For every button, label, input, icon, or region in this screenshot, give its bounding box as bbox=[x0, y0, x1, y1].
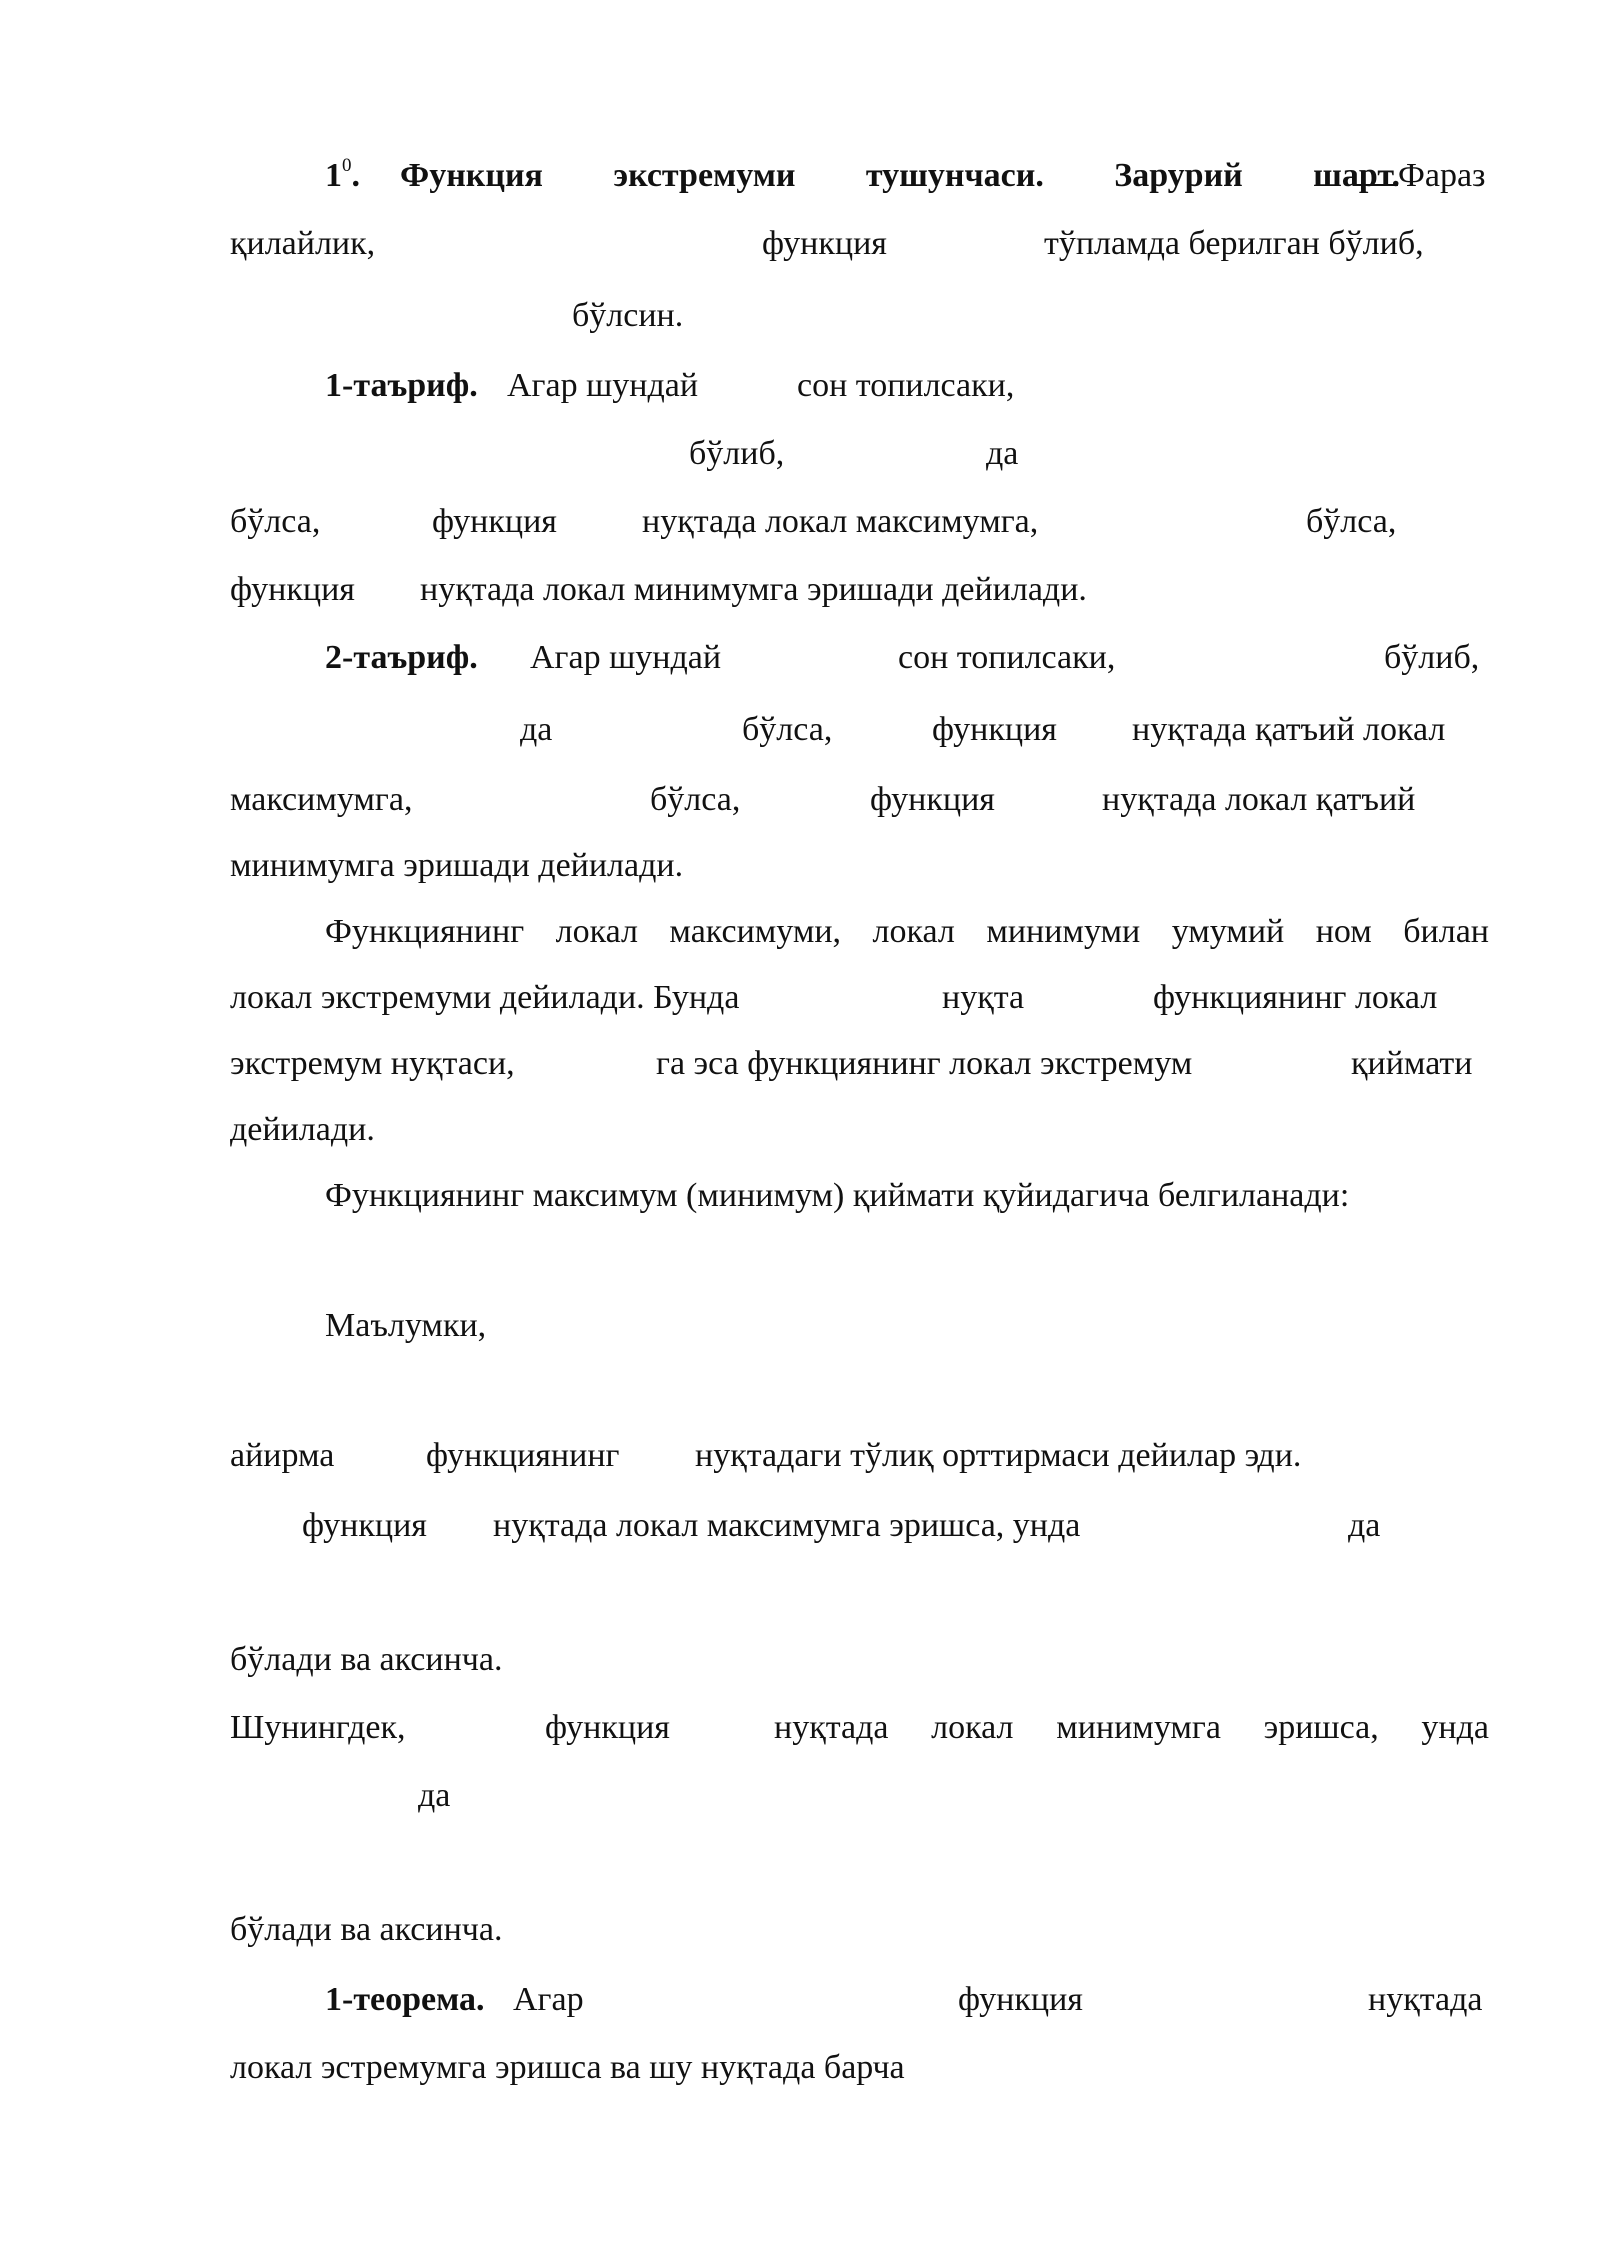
text-line: Функциянинг локал максимуми, локал минимуми умумий ном билан bbox=[325, 913, 1489, 950]
text-line: функциянинг bbox=[426, 1437, 620, 1474]
text-line: да bbox=[986, 435, 1019, 472]
text-line: бўлса, bbox=[230, 503, 321, 540]
text-line: нуқтада локал минимумга эришади дейилади. bbox=[420, 571, 1087, 608]
text-line: бўлсин. bbox=[572, 297, 684, 334]
text-line: да bbox=[418, 1777, 451, 1814]
text-line: нуқтада локал қатъий bbox=[1102, 781, 1416, 818]
text-line: функция bbox=[762, 225, 887, 262]
blank-underline bbox=[1356, 158, 1398, 186]
text-line: функция bbox=[545, 1709, 670, 1746]
text-line: Маълумки, bbox=[325, 1307, 487, 1344]
text-line: бўлса, bbox=[1306, 503, 1397, 540]
text-line: Шунингдек, bbox=[230, 1709, 406, 1746]
text-line: функция bbox=[958, 1981, 1083, 2018]
text-line: бўлса, bbox=[650, 781, 741, 818]
text-line: локал экстремуми дейилади. Бунда bbox=[230, 979, 740, 1016]
heading-dot: . bbox=[351, 157, 360, 194]
text-line: қилайлик, bbox=[230, 225, 376, 262]
heading-tail bbox=[1356, 156, 1485, 196]
heading-tail-text: Фараз bbox=[1398, 157, 1486, 194]
text-line: дейилади. bbox=[230, 1111, 375, 1148]
text-line: нуқтада локал максимумга эришса, унда bbox=[493, 1507, 1081, 1544]
text-line: функция bbox=[302, 1507, 427, 1544]
text-line: локал эстремумга эришса ва шу нуқтада барча bbox=[230, 2049, 905, 2086]
text-line: функция bbox=[870, 781, 995, 818]
text-line: нуқтадаги тўлиқ орттирмаси дейилар эди. bbox=[695, 1437, 1302, 1474]
text-line: функция bbox=[432, 503, 557, 540]
text-line: нуқтада bbox=[1368, 1981, 1483, 2018]
text-line: Агар шундай bbox=[530, 639, 722, 676]
text-line: га эса функциянинг локал экстремум bbox=[656, 1045, 1193, 1082]
text-line: сон топилсаки, bbox=[898, 639, 1116, 676]
text-line: бўлади ва аксинча. bbox=[230, 1911, 503, 1948]
text-line: айирма bbox=[230, 1437, 335, 1474]
text-line: нуқтада локал минимумга эришса, унда bbox=[774, 1709, 1489, 1746]
text-line: да bbox=[520, 711, 553, 748]
text-line: да bbox=[1348, 1507, 1381, 1544]
text-line: минимумга эришади дейилади. bbox=[230, 847, 684, 884]
text-line: сон топилсаки, bbox=[797, 367, 1015, 404]
text-line: нуқтада локал максимумга, bbox=[642, 503, 1039, 540]
text-line: Агар шундай bbox=[507, 367, 699, 404]
heading-title: Функция экстремуми тушунчаси. Зарурий шарт. bbox=[400, 157, 1400, 194]
text-line: бўлиб, bbox=[1384, 639, 1480, 676]
text-line: Агар bbox=[513, 1981, 584, 2018]
text-line: нуқтада қатъий локал bbox=[1132, 711, 1446, 748]
text-line: бўлади ва аксинча. bbox=[230, 1641, 503, 1678]
text-line: нуқта bbox=[942, 979, 1025, 1016]
text-line: функциянинг локал bbox=[1153, 979, 1438, 1016]
definition-2-label: 2-таъриф. bbox=[325, 639, 478, 676]
text-line: максимумга, bbox=[230, 781, 413, 818]
section-heading bbox=[325, 156, 360, 196]
text-line: функция bbox=[230, 571, 355, 608]
text-line: қиймати bbox=[1351, 1045, 1473, 1082]
text-line: функция bbox=[932, 711, 1057, 748]
text-line: бўлиб, bbox=[689, 435, 785, 472]
text-line: тўпламда берилган бўлиб, bbox=[1044, 225, 1424, 262]
text-line: экстремум нуқтаси, bbox=[230, 1045, 515, 1082]
heading-superscript: 0 bbox=[342, 155, 352, 176]
definition-1-label: 1-таъриф. bbox=[325, 367, 478, 404]
text-line: бўлса, bbox=[742, 711, 833, 748]
heading-number: 1 bbox=[325, 157, 342, 194]
theorem-1-label: 1-теорема. bbox=[325, 1981, 485, 2018]
text-line: Функциянинг максимум (минимум) қиймати қуйидагича белгиланади: bbox=[325, 1177, 1350, 1214]
